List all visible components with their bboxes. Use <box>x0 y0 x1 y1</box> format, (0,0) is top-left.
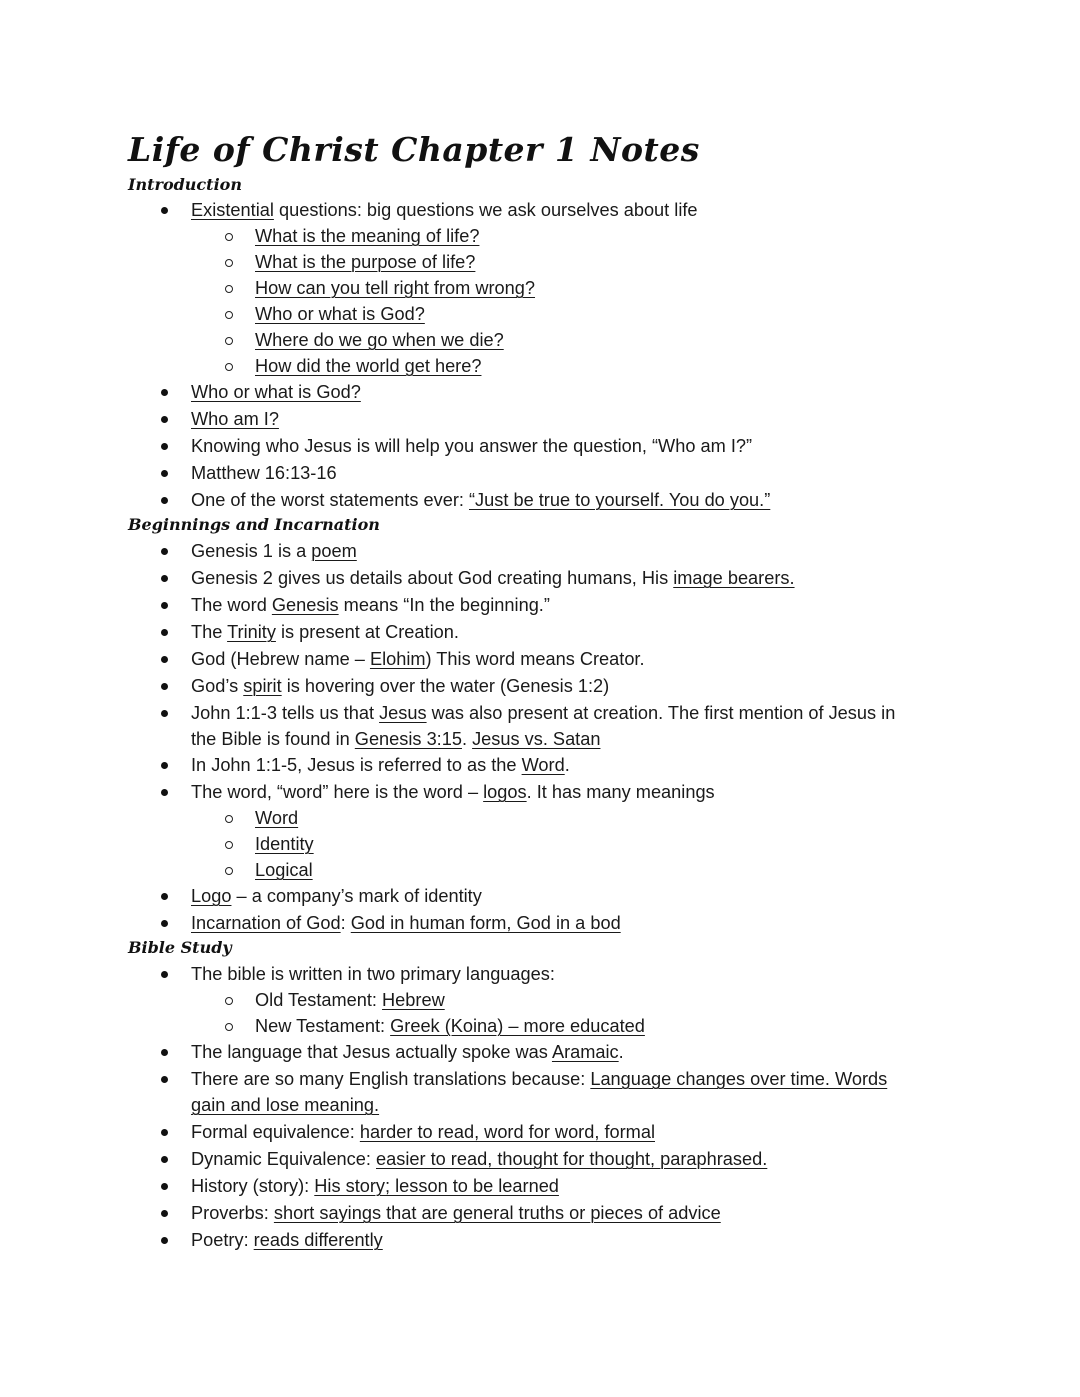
list-item: Who or what is God? <box>191 382 361 402</box>
list-item: Logo – a company’s mark of identity <box>191 886 482 906</box>
sub-list-item: New Testament: Greek (Koina) – more educated <box>255 1016 645 1036</box>
sub-bullet-icon <box>225 1023 233 1031</box>
underlined-term: reads differently <box>253 1230 383 1250</box>
sub-bullet-icon <box>225 841 233 849</box>
list-item: One of the worst statements ever: “Just be true to yourself. You do you.” <box>191 490 771 510</box>
underlined-term: short sayings that are general truths or pieces of advice <box>273 1203 721 1223</box>
list-item: The Trinity is present at Creation. <box>191 622 459 642</box>
list-item: Formal equivalence: harder to read, word for word, formal <box>191 1122 655 1142</box>
list-item: Proverbs: short sayings that are general truths or pieces of advice <box>191 1203 721 1223</box>
bullet-icon <box>161 548 168 555</box>
underlined-term: His story; lesson to be learned <box>314 1176 559 1196</box>
sub-list-item: Word <box>255 808 299 828</box>
list-item-continuation: gain and lose meaning. <box>191 1095 380 1115</box>
sub-list-item: Where do we go when we die? <box>255 330 504 350</box>
bullet-icon <box>161 1210 168 1217</box>
bullet-icon <box>161 1183 168 1190</box>
bullet-icon <box>161 470 168 477</box>
list-item: Dynamic Equivalence: easier to read, thought for thought, paraphrased. <box>191 1149 768 1169</box>
list-item: Incarnation of God: God in human form, God in a bod <box>191 913 621 933</box>
underlined-term: Genesis <box>271 595 339 615</box>
sub-bullet-icon <box>225 311 233 319</box>
bullet-icon <box>161 389 168 396</box>
list-item: Genesis 1 is a poem <box>191 541 357 561</box>
sub-list-item: Who or what is God? <box>255 304 425 324</box>
bullet-icon <box>161 683 168 690</box>
list-item: In John 1:1-5, Jesus is referred to as the Word. <box>191 755 570 775</box>
sub-bullet-icon <box>225 815 233 823</box>
section-heading-beginnings: Beginnings and Incarnation <box>128 515 380 534</box>
underlined-term: God in human form, God in a bod <box>350 913 621 933</box>
sub-list-item: Old Testament: Hebrew <box>255 990 445 1010</box>
list-item: The bible is written in two primary languages: <box>191 964 555 984</box>
underlined-term: “Just be true to yourself. You do you.” <box>469 490 771 510</box>
underlined-term: easier to read, thought for thought, paraphrased. <box>376 1149 768 1169</box>
bullet-icon <box>161 629 168 636</box>
bullet-icon <box>161 416 168 423</box>
list-item: Genesis 2 gives us details about God creating humans, His image bearers. <box>191 568 795 588</box>
underlined-term: Language changes over time. Words <box>590 1069 888 1089</box>
underlined-term: Jesus <box>379 703 427 723</box>
sub-list-item: Logical <box>255 860 313 880</box>
bullet-icon <box>161 602 168 609</box>
underlined-term: Hebrew <box>382 990 445 1010</box>
list-item-continuation: the Bible is found in Genesis 3:15. Jesus vs. Satan <box>191 729 601 749</box>
list-item: The word, “word” here is the word – logos. It has many meanings <box>191 782 715 802</box>
bullet-icon <box>161 1237 168 1244</box>
bullet-icon <box>161 443 168 450</box>
sub-bullet-icon <box>225 285 233 293</box>
list-item: Knowing who Jesus is will help you answer the question, “Who am I?” <box>191 436 753 456</box>
section-heading-introduction: Introduction <box>128 175 242 194</box>
list-item: Who am I? <box>191 409 279 429</box>
list-item: God’s spirit is hovering over the water (Genesis 1:2) <box>191 676 610 696</box>
sub-list-item: How can you tell right from wrong? <box>255 278 536 298</box>
sub-list-item: What is the purpose of life? <box>255 252 476 272</box>
underlined-term: harder to read, word for word, formal <box>359 1122 655 1142</box>
underlined-term: Word <box>521 755 565 775</box>
list-item: The word Genesis means “In the beginning.” <box>191 595 550 615</box>
bullet-icon <box>161 1129 168 1136</box>
underlined-term: poem <box>311 541 357 561</box>
underlined-term: Aramaic <box>551 1042 619 1062</box>
underlined-term: Genesis 3:15 <box>354 729 462 749</box>
list-item: God (Hebrew name – Elohim) This word means Creator. <box>191 649 645 669</box>
list-item: There are so many English translations because: Language changes over time. Words <box>191 1069 888 1089</box>
sub-list-item: How did the world get here? <box>255 356 482 376</box>
list-item: Matthew 16:13-16 <box>191 463 337 483</box>
list-item: John 1:1-3 tells us that Jesus was also present at creation. The first mention of Jesus in <box>191 703 896 723</box>
page-title: Life of Christ Chapter 1 Notes <box>128 130 700 169</box>
sub-bullet-icon <box>225 259 233 267</box>
bullet-icon <box>161 1156 168 1163</box>
list-item: Existential questions: big questions we ask ourselves about life <box>191 200 698 220</box>
sub-bullet-icon <box>225 997 233 1005</box>
bullet-icon <box>161 1049 168 1056</box>
underlined-term: spirit <box>243 676 282 696</box>
underlined-term: Existential <box>191 200 274 220</box>
bullet-icon <box>161 710 168 717</box>
sub-bullet-icon <box>225 867 233 875</box>
sub-bullet-icon <box>225 233 233 241</box>
underlined-term: image bearers. <box>673 568 795 588</box>
underlined-term: logos <box>483 782 527 802</box>
bullet-icon <box>161 656 168 663</box>
underlined-term: Jesus vs. Satan <box>472 729 601 749</box>
bullet-icon <box>161 920 168 927</box>
sub-list-item: What is the meaning of life? <box>255 226 480 246</box>
bullet-icon <box>161 971 168 978</box>
bullet-icon <box>161 497 168 504</box>
list-item: History (story): His story; lesson to be learned <box>191 1176 559 1196</box>
sub-list-item: Identity <box>255 834 314 854</box>
bullet-icon <box>161 1076 168 1083</box>
underlined-term: Trinity <box>227 622 276 642</box>
bullet-icon <box>161 893 168 900</box>
list-item: Poetry: reads differently <box>191 1230 383 1250</box>
underlined-term: Elohim <box>369 649 426 669</box>
underlined-term: Logo <box>191 886 232 906</box>
bullet-icon <box>161 575 168 582</box>
sub-bullet-icon <box>225 337 233 345</box>
underlined-term: Greek (Koina) – more educated <box>390 1016 645 1036</box>
underlined-term: Incarnation of God <box>191 913 341 933</box>
bullet-icon <box>161 762 168 769</box>
sub-bullet-icon <box>225 363 233 371</box>
bullet-icon <box>161 789 168 796</box>
bullet-icon <box>161 207 168 214</box>
list-item: The language that Jesus actually spoke was Aramaic. <box>191 1042 624 1062</box>
section-heading-bible-study: Bible Study <box>128 938 232 957</box>
